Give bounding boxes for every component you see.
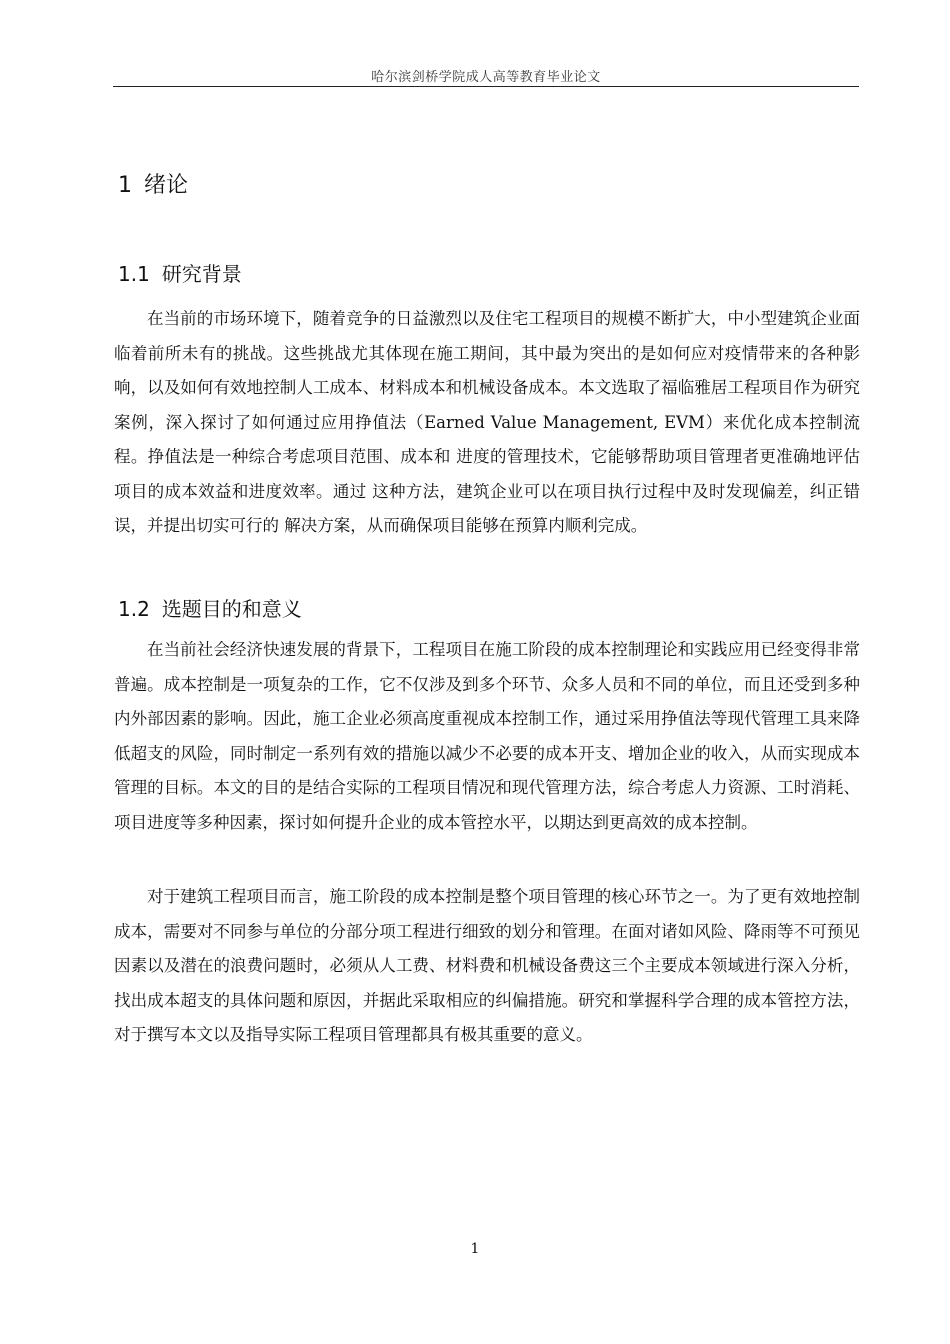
section-title: 研究背景	[161, 262, 242, 286]
section-number: 1.1	[118, 262, 150, 286]
chapter-heading	[118, 168, 188, 199]
section-number: 1.2	[118, 597, 150, 621]
page-number: 1	[470, 1241, 480, 1257]
section-title: 选题目的和意义	[161, 597, 302, 621]
paragraph-purpose-1: 在当前社会经济快速发展的背景下，工程项目在施工阶段的成本控制理论和实践应用已经变得非常普遍。成本控制是一项复杂的工作，它不仅涉及到多个环节、众多人员和不同的单位，而且还受到多种内外部因素的影响。因此，施工企业必须高度重视成本控制工作，通过采用挣值法等现代管理工具来降低超支的风险，同时制定一系列有效的措施以减少不必要的成本开支、增加企业的收入，从而实现成本管理的目标。本文的目的是结合实际的工程项目情况和现代管理方法，综合考虑人力资源、工时消耗、项目进度等多种因素，探讨如何提升企业的成本管控水平，以期达到更高效的成本控制。	[114, 640, 860, 832]
section-heading-purpose	[118, 593, 302, 622]
paragraph-purpose-2: 对于建筑工程项目而言，施工阶段的成本控制是整个项目管理的核心环节之一。为了更有效地控制成本，需要对不同参与单位的分部分项工程进行细致的划分和管理。在面对诸如风险、降雨等不可预见因素以及潜在的浪费问题时，必须从人工费、材料费和机械设备费这三个主要成本领域进行深入分析，找出成本超支的具体问题和原因，并据此采取相应的纠偏措施。研究和掌握科学合理的成本管控方法，对于撰写本文以及指导实际工程项目管理都具有极其重要的意义。	[114, 887, 860, 1044]
paragraph-background: 在当前的市场环境下，随着竞争的日益激烈以及住宅工程项目的规模不断扩大，中小型建筑企业面临着前所未有的挑战。这些挑战尤其体现在施工期间，其中最为突出的是如何应对疫情带来的各种影响，以及如何有效地控制人工成本、材料成本和机械设备成本。本文选取了福临雅居工程项目作为研究案例，深入探讨了如何通过应用挣值法（Earned Value Management, EVM）来优化成本控制流程。挣值法是一种综合考虑项目范围、成本和 进度的管理技术，它能够帮助项目管理者更准确地评估项目的成本效益和进度效率。通过 这种方法，建筑企业可以在项目执行过程中及时发现偏差，纠正错误，并提出切实可行的 解决方案，从而确保项目能够在预算内顺利完成。	[114, 309, 860, 535]
section-heading-background	[118, 258, 242, 287]
chapter-number: 1	[118, 173, 132, 198]
running-header: 哈尔滨剑桥学院成人高等教育毕业论文	[371, 70, 601, 85]
header-rule	[113, 86, 859, 87]
chapter-title: 绪论	[144, 173, 189, 198]
